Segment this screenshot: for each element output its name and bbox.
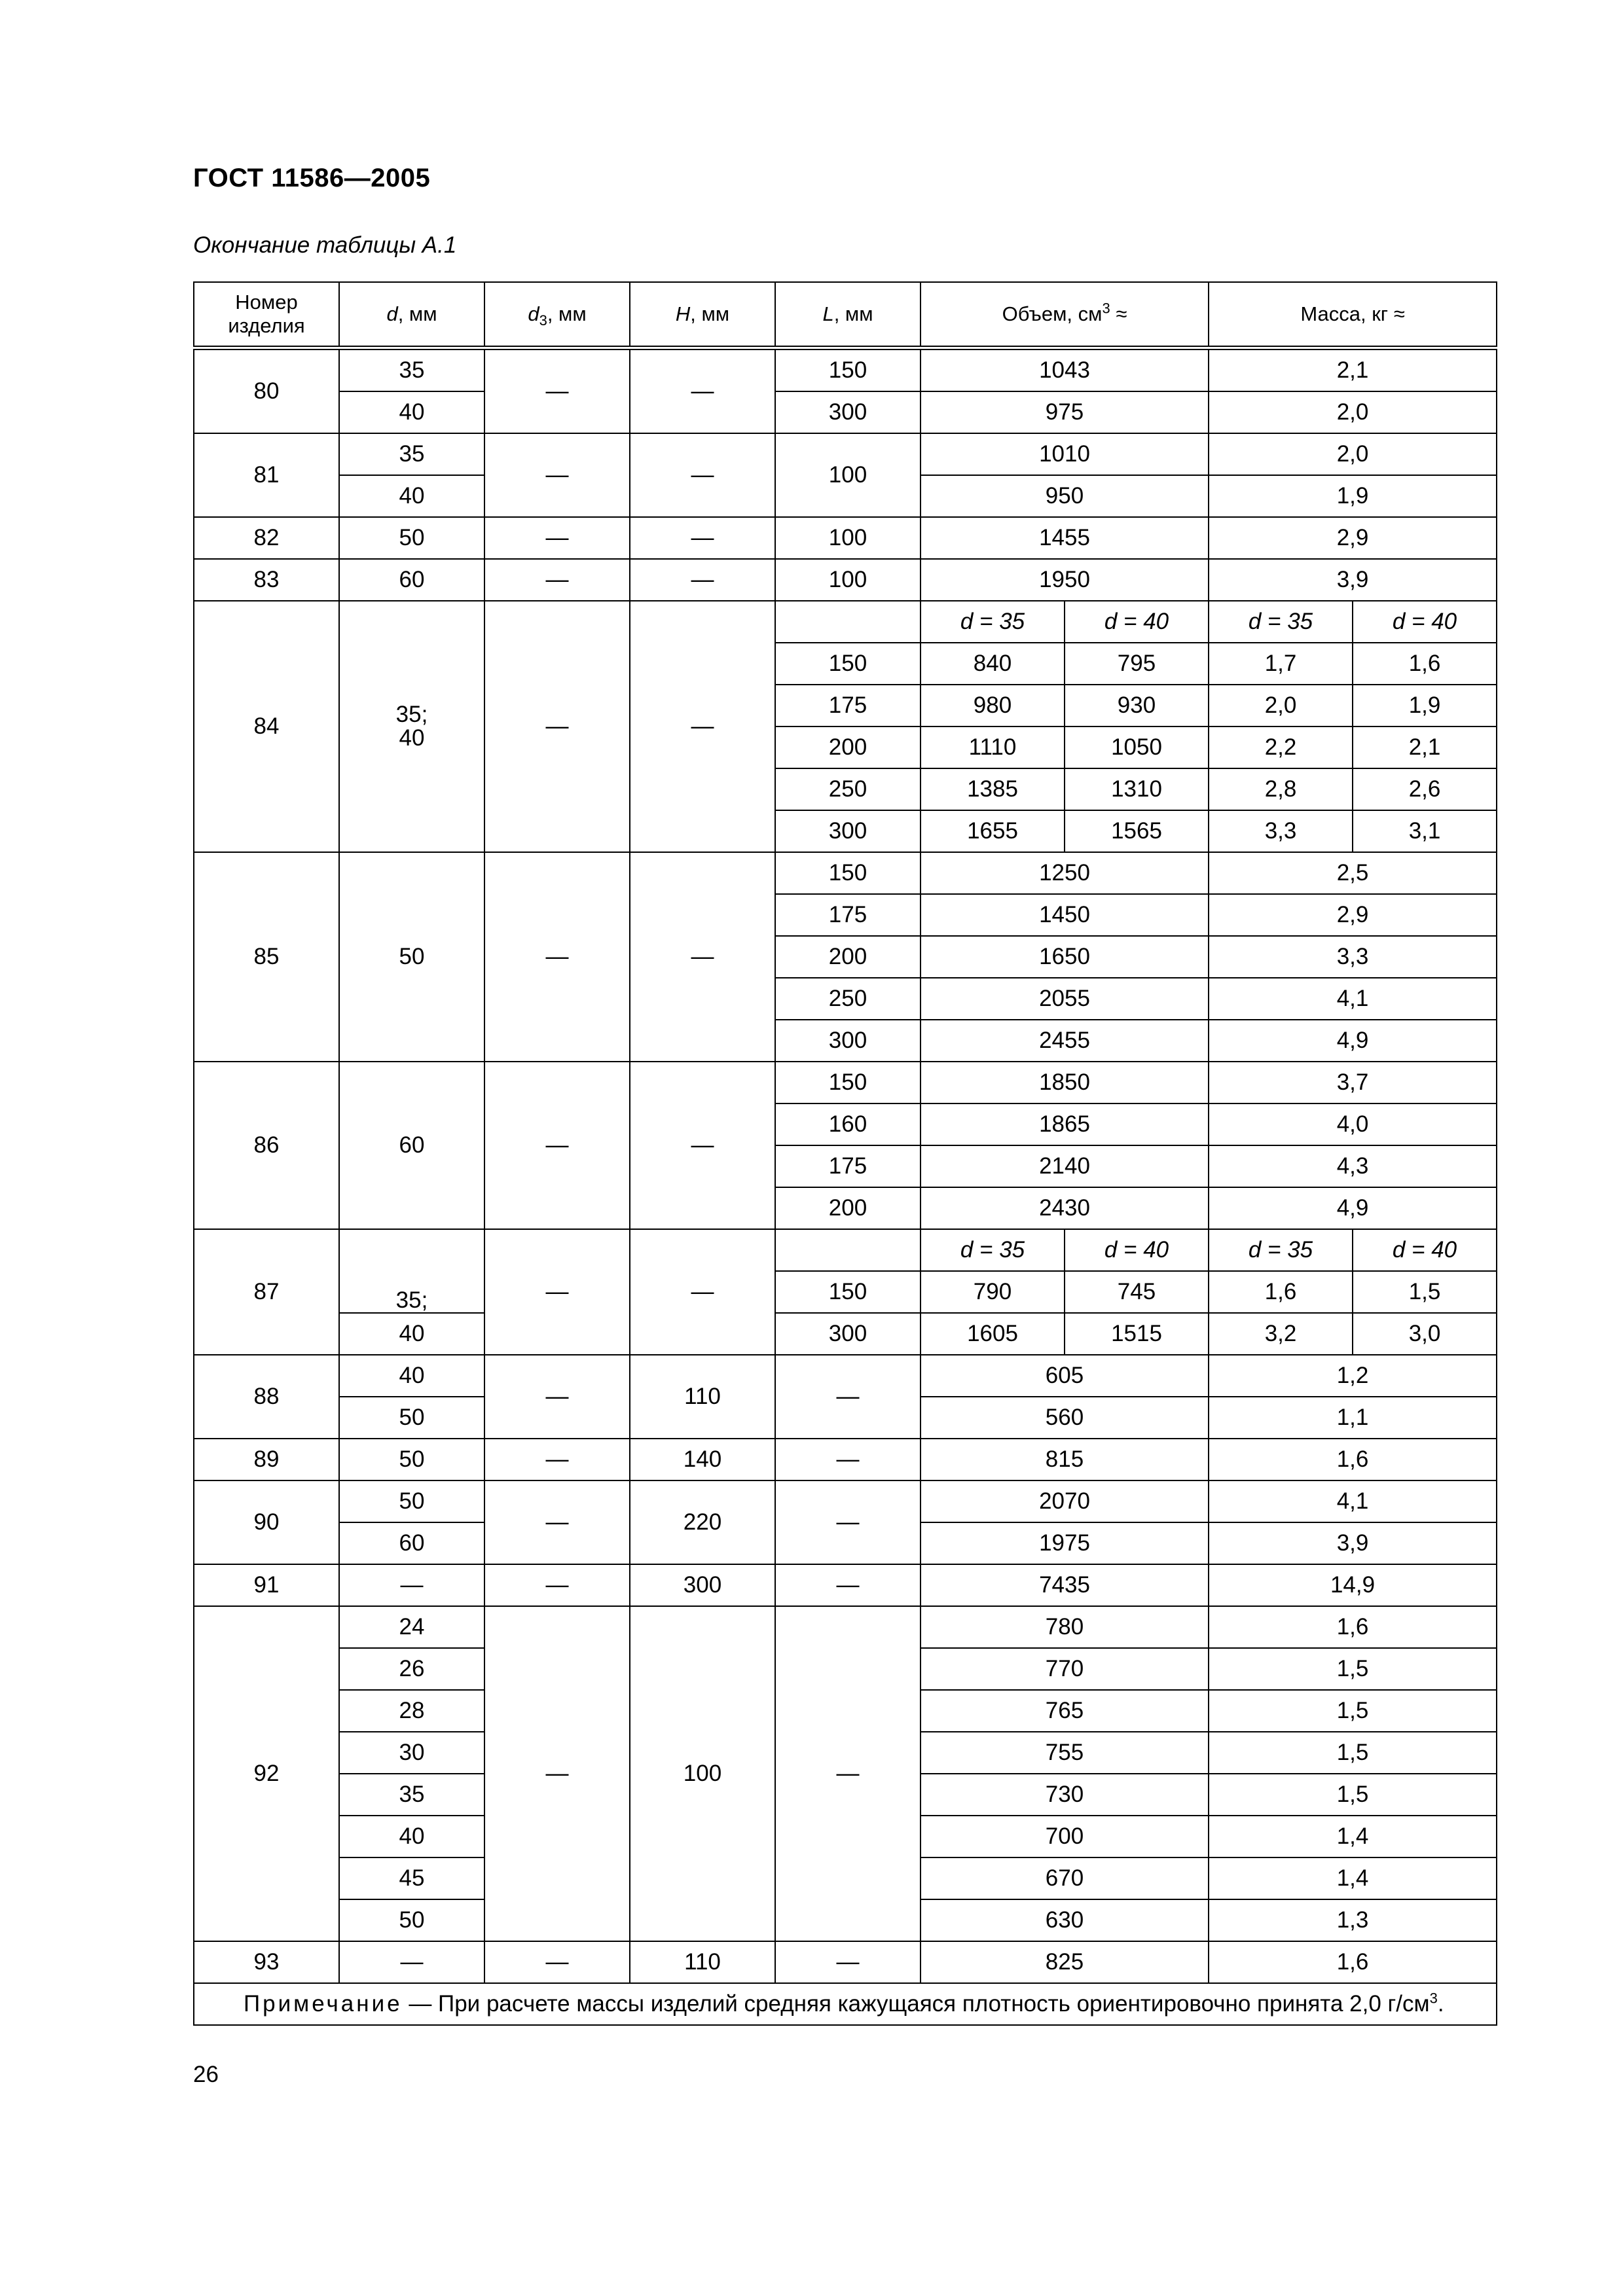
cell-volume: 7435 (921, 1564, 1209, 1606)
cell-d: 28 (339, 1690, 484, 1732)
cell-l: 200 (775, 726, 921, 768)
table-caption: Окончание таблицы А.1 (193, 232, 457, 258)
cell-d: 50 (339, 852, 484, 1062)
cell-h: 140 (630, 1439, 775, 1480)
cell-mass: 1,9 (1353, 685, 1497, 726)
cell-mass: 1,9 (1209, 475, 1497, 517)
cell-volume: 825 (921, 1941, 1209, 1983)
item-number: 82 (194, 517, 339, 559)
cell-l: — (775, 1606, 921, 1941)
cell-l: 175 (775, 685, 921, 726)
cell-l: — (775, 1480, 921, 1564)
cell-mass: 2,1 (1353, 726, 1497, 768)
cell-h: 220 (630, 1480, 775, 1564)
cell-mass: 1,2 (1209, 1355, 1497, 1397)
cell-l: — (775, 1439, 921, 1480)
cell-mass: 3,7 (1209, 1062, 1497, 1103)
cell-h: — (630, 517, 775, 559)
cell-l: 150 (775, 1271, 921, 1313)
cell-l (775, 601, 921, 643)
subheader-d40: d = 40 (1353, 1229, 1497, 1271)
cell-volume: 980 (921, 685, 1065, 726)
subheader-d40: d = 40 (1065, 601, 1209, 643)
table-row (194, 1564, 1497, 1606)
cell-volume: 700 (921, 1816, 1209, 1857)
cell-d: 50 (339, 1899, 484, 1941)
cell-volume: 1605 (921, 1313, 1065, 1355)
cell-mass: 3,1 (1353, 810, 1497, 852)
cell-l: 200 (775, 1187, 921, 1229)
cell-d3: — (484, 517, 630, 559)
cell-h: 110 (630, 1941, 775, 1983)
cell-h: — (630, 1229, 775, 1355)
cell-mass: 1,5 (1209, 1690, 1497, 1732)
document-header: ГОСТ 11586—2005 (193, 164, 431, 192)
header-row (194, 282, 1497, 348)
cell-mass: 3,9 (1209, 1522, 1497, 1564)
cell-l: 150 (775, 643, 921, 685)
table-row (194, 601, 1497, 643)
cell-l: 100 (775, 559, 921, 601)
item-number: 85 (194, 852, 339, 1062)
cell-volume: 2055 (921, 978, 1209, 1020)
cell-mass: 1,5 (1353, 1271, 1497, 1313)
cell-volume: 815 (921, 1439, 1209, 1480)
table-row (194, 1062, 1497, 1103)
table-row (194, 1313, 1497, 1355)
cell-volume: 1655 (921, 810, 1065, 852)
subheader-d40: d = 40 (1353, 601, 1497, 643)
cell-d3: — (484, 1480, 630, 1564)
data-table (193, 281, 1497, 2026)
cell-volume: 840 (921, 643, 1065, 685)
cell-h: — (630, 559, 775, 601)
table-row (194, 1606, 1497, 1648)
cell-volume: 560 (921, 1397, 1209, 1439)
cell-d: 35; (339, 1229, 484, 1313)
cell-l: 250 (775, 768, 921, 810)
cell-mass: 2,2 (1209, 726, 1353, 768)
cell-mass: 1,6 (1209, 1941, 1497, 1983)
cell-mass: 1,1 (1209, 1397, 1497, 1439)
cell-h: 300 (630, 1564, 775, 1606)
table-row (194, 1229, 1497, 1271)
cell-d: 35 (339, 348, 484, 392)
cell-l: 150 (775, 348, 921, 392)
item-number: 88 (194, 1355, 339, 1439)
cell-mass: 2,9 (1209, 894, 1497, 936)
item-number: 87 (194, 1229, 339, 1355)
cell-d: 35 (339, 1774, 484, 1816)
cell-d: — (339, 1564, 484, 1606)
cell-mass: 4,9 (1209, 1020, 1497, 1062)
cell-volume: 1650 (921, 936, 1209, 978)
cell-volume: 2430 (921, 1187, 1209, 1229)
cell-mass: 4,1 (1209, 978, 1497, 1020)
cell-l (775, 1229, 921, 1271)
cell-h: — (630, 852, 775, 1062)
subheader-d35: d = 35 (1209, 1229, 1353, 1271)
item-number: 80 (194, 348, 339, 434)
cell-d: 45 (339, 1857, 484, 1899)
cell-volume: 770 (921, 1648, 1209, 1690)
cell-d: 40 (339, 1313, 484, 1355)
table-row (194, 852, 1497, 894)
cell-mass: 2,6 (1353, 768, 1497, 810)
col-header-l: L, мм (775, 282, 921, 348)
table-note: Примечание — При расчете массы изделий средняя кажущаяся плотность ориентировочно принята 2,0 $г/см^3$. (194, 1983, 1497, 2025)
cell-mass: 2,0 (1209, 685, 1353, 726)
cell-l: — (775, 1941, 921, 1983)
cell-volume: 730 (921, 1774, 1209, 1816)
note-text: — При расчете массы изделий средняя кажущаяся плотность ориентировочно принята 2,0 г/см (402, 1991, 1430, 2017)
col-header-volume: Объем, $см^3$ ≈ (921, 282, 1209, 348)
cell-d: 50 (339, 517, 484, 559)
table-row (194, 348, 1497, 392)
subheader-d35: d = 35 (921, 1229, 1065, 1271)
item-number: 89 (194, 1439, 339, 1480)
cell-d3: — (484, 1229, 630, 1355)
cell-volume: 1310 (1065, 768, 1209, 810)
cell-d3: — (484, 1606, 630, 1941)
cell-d3: — (484, 433, 630, 517)
table-row (194, 1941, 1497, 1983)
note-label: Примечание (244, 1991, 403, 2017)
cell-mass: 1,6 (1209, 1439, 1497, 1480)
note-row (194, 1983, 1497, 2025)
cell-d: 50 (339, 1480, 484, 1522)
cell-l: 300 (775, 810, 921, 852)
cell-l: 200 (775, 936, 921, 978)
cell-mass: 1,7 (1209, 643, 1353, 685)
cell-volume: 755 (921, 1732, 1209, 1774)
cell-l: 100 (775, 433, 921, 517)
item-number: 91 (194, 1564, 339, 1606)
cell-d: 40 (339, 475, 484, 517)
col-header-item: Номер изделия (194, 282, 339, 348)
cell-l: 300 (775, 1313, 921, 1355)
cell-h: 110 (630, 1355, 775, 1439)
cell-volume: 795 (1065, 643, 1209, 685)
table-row (194, 559, 1497, 601)
cell-mass: 1,6 (1209, 1606, 1497, 1648)
cell-d: 40 (339, 1355, 484, 1397)
cell-volume: 1455 (921, 517, 1209, 559)
col-header-d: d, мм (339, 282, 484, 348)
col-header-mass: Масса, кг ≈ (1209, 282, 1497, 348)
cell-l: 300 (775, 391, 921, 433)
cell-d3: — (484, 1439, 630, 1480)
cell-volume: 950 (921, 475, 1209, 517)
cell-mass: 1,3 (1209, 1899, 1497, 1941)
cell-volume: 1865 (921, 1103, 1209, 1145)
cell-volume: 930 (1065, 685, 1209, 726)
cell-volume: 1110 (921, 726, 1065, 768)
cell-volume: 1385 (921, 768, 1065, 810)
cell-mass: 1,4 (1209, 1816, 1497, 1857)
cell-mass: 4,3 (1209, 1145, 1497, 1187)
cell-l: 150 (775, 852, 921, 894)
cell-d3: — (484, 1355, 630, 1439)
cell-h: — (630, 348, 775, 434)
cell-d: 30 (339, 1732, 484, 1774)
cell-mass: 14,9 (1209, 1564, 1497, 1606)
cell-volume: 1010 (921, 433, 1209, 475)
cell-mass: 1,6 (1353, 643, 1497, 685)
cell-d3: — (484, 1941, 630, 1983)
cell-d3: — (484, 559, 630, 601)
cell-volume: 670 (921, 1857, 1209, 1899)
cell-l: 150 (775, 1062, 921, 1103)
cell-mass: 4,1 (1209, 1480, 1497, 1522)
table-row (194, 1480, 1497, 1522)
cell-mass: 2,0 (1209, 391, 1497, 433)
cell-volume: 1450 (921, 894, 1209, 936)
subheader-d35: d = 35 (921, 601, 1065, 643)
cell-h: — (630, 1062, 775, 1229)
cell-mass: 1,4 (1209, 1857, 1497, 1899)
cell-volume: 780 (921, 1606, 1209, 1648)
cell-mass: 2,9 (1209, 517, 1497, 559)
cell-h: 100 (630, 1606, 775, 1941)
cell-mass: 3,3 (1209, 936, 1497, 978)
cell-mass: 1,5 (1209, 1648, 1497, 1690)
cell-volume: 1850 (921, 1062, 1209, 1103)
table-row (194, 517, 1497, 559)
cell-volume: 1515 (1065, 1313, 1209, 1355)
cell-l: 175 (775, 894, 921, 936)
cell-h: — (630, 433, 775, 517)
cell-volume: 975 (921, 391, 1209, 433)
col-header-h: H, мм (630, 282, 775, 348)
item-number: 83 (194, 559, 339, 601)
cell-d: 60 (339, 559, 484, 601)
cell-volume: 2070 (921, 1480, 1209, 1522)
cell-d3: — (484, 601, 630, 852)
cell-mass: 4,9 (1209, 1187, 1497, 1229)
cell-volume: 1950 (921, 559, 1209, 601)
cell-volume: 1565 (1065, 810, 1209, 852)
cell-l: — (775, 1564, 921, 1606)
cell-l: 250 (775, 978, 921, 1020)
cell-d: 40 (339, 391, 484, 433)
cell-volume: 2455 (921, 1020, 1209, 1062)
cell-volume: 1050 (1065, 726, 1209, 768)
item-number: 93 (194, 1941, 339, 1983)
page-number: 26 (193, 2062, 219, 2087)
cell-volume: 1975 (921, 1522, 1209, 1564)
cell-d3: — (484, 852, 630, 1062)
subheader-d35: d = 35 (1209, 601, 1353, 643)
table-row (194, 1355, 1497, 1397)
item-number: 86 (194, 1062, 339, 1229)
table-row (194, 1439, 1497, 1480)
cell-h: — (630, 601, 775, 852)
col-header-d3: $d_3$, мм (484, 282, 630, 348)
cell-volume: 1250 (921, 852, 1209, 894)
cell-volume: 1043 (921, 348, 1209, 392)
cell-d: 40 (339, 1816, 484, 1857)
cell-mass: 1,5 (1209, 1774, 1497, 1816)
cell-d: 60 (339, 1062, 484, 1229)
cell-volume: 605 (921, 1355, 1209, 1397)
cell-mass: 3,9 (1209, 559, 1497, 601)
cell-d3: — (484, 348, 630, 434)
cell-mass: 2,0 (1209, 433, 1497, 475)
cell-mass: 1,5 (1209, 1732, 1497, 1774)
cell-volume: 630 (921, 1899, 1209, 1941)
cell-d3: — (484, 1062, 630, 1229)
cell-l: 100 (775, 517, 921, 559)
cell-d: — (339, 1941, 484, 1983)
cell-mass: 3,3 (1209, 810, 1353, 852)
cell-l: — (775, 1355, 921, 1439)
cell-mass: 3,0 (1353, 1313, 1497, 1355)
cell-l: 175 (775, 1145, 921, 1187)
cell-volume: 745 (1065, 1271, 1209, 1313)
item-number: 81 (194, 433, 339, 517)
cell-mass: 4,0 (1209, 1103, 1497, 1145)
cell-d: 35 (339, 433, 484, 475)
cell-d3: — (484, 1564, 630, 1606)
item-number: 90 (194, 1480, 339, 1564)
item-number: 84 (194, 601, 339, 852)
cell-mass: 2,5 (1209, 852, 1497, 894)
cell-mass: 3,2 (1209, 1313, 1353, 1355)
cell-d: 50 (339, 1439, 484, 1480)
cell-d: 50 (339, 1397, 484, 1439)
subheader-d40: d = 40 (1065, 1229, 1209, 1271)
cell-l: 160 (775, 1103, 921, 1145)
cell-volume: 765 (921, 1690, 1209, 1732)
cell-d: 26 (339, 1648, 484, 1690)
cell-d: 24 (339, 1606, 484, 1648)
cell-d: 60 (339, 1522, 484, 1564)
table-row (194, 433, 1497, 475)
item-number: 92 (194, 1606, 339, 1941)
cell-volume: 2140 (921, 1145, 1209, 1187)
cell-d: 35; 40 (339, 601, 484, 852)
cell-volume: 790 (921, 1271, 1065, 1313)
cell-mass: 2,1 (1209, 348, 1497, 392)
cell-mass: 1,6 (1209, 1271, 1353, 1313)
cell-l: 300 (775, 1020, 921, 1062)
cell-mass: 2,8 (1209, 768, 1353, 810)
table-row (194, 391, 1497, 433)
